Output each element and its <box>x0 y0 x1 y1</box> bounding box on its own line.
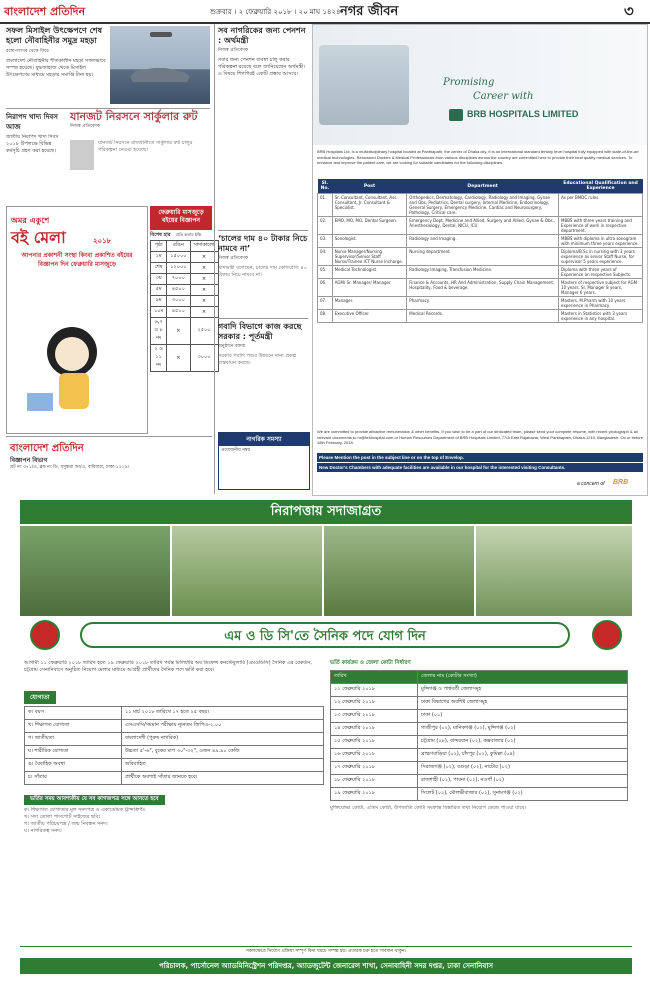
fair-footer-dept: বিজ্ঞাপন বিভাগ <box>10 457 48 464</box>
table-row: ১২ ফেব্রুয়ারি ২০১৮ ঢাকা বিভাগের অবশিষ্ট জেলাসমূহ <box>331 697 628 710</box>
brb-banner <box>313 25 647 145</box>
page-number: ৩ <box>624 2 634 20</box>
col-sl: Sl. No. <box>318 179 333 194</box>
table-row: 06. AGM/ Sr. Manager/ Manager. Finance & Accounts, HR And Administration, Supply Chain Management, Hospitality, Food & beverage. Masters of respective subject for AGM 10 years, Sr. Manager 8 years, Manager 6 years. <box>318 279 643 297</box>
army-intro: আগামী ১১ ফেব্রুয়ারি ২০১৮ তারিখ হতে ১৯ ফেব্রুয়ারি ২০১৮ তারিখ পর্যন্ত মিলিটারি অব ডিফেন্স কনস্টেবুলারি (এমওডিসি) সৈনিক এর রেকর্ডস, চট্টগ্রাম সেনানিবাসে অনুষ্ঠিত নিয়োগ মেলার মাধ্যমে আগ্রহী প্রার্থীদের সৈনিক পদে ভর্তি করা হবে। <box>24 660 312 673</box>
brb-job-table <box>317 179 643 323</box>
fair-footer <box>6 436 212 487</box>
brb-concern-label: a concern of <box>577 481 605 487</box>
col-department: Department <box>407 179 559 194</box>
helpline-subtitle: প্রয়োজনীয় নম্বর <box>221 448 251 453</box>
brb-concern-brand: BRB <box>613 479 629 486</box>
table-row: 01. Sr. Consultant, Consultant, Ass. Consultant, Jr. Consultant & Specialist. Orthopedics, Dermatology, Cardiology, Radiology and Imaging, Gynae and Obs, Pediatrics, Dental surgery, Internal Medicine, Endocrinology, General Surgery, Emergency Medicine, Cardiac and Neurosurgery, Pathology, Critical care. As per BMDC rules. <box>318 194 643 217</box>
army-emblem-icon <box>30 620 60 650</box>
fair-ad-title: ফেব্রুয়ারি মাসজুড়ে বইয়ের বিজ্ঞাপন <box>150 206 212 230</box>
table-row: ১১ ফেব্রুয়ারি ২০১৮ মুন্সিগঞ্জ ও পার্শ্ববর্তী জেলাসমূহ <box>331 684 628 697</box>
soldiers-photo-1 <box>20 526 170 616</box>
handshake-photo-icon <box>319 45 409 125</box>
navy-ship-photo <box>110 26 210 104</box>
army-emblem-icon <box>592 620 622 650</box>
table-row: ১৪ ফেব্রুয়ারি ২০১৮ গাজীপুর (০২), মানিকগঞ্জ (০২), মুন্সিগঞ্জ (০২) <box>331 723 628 736</box>
brb-career: Career with <box>473 91 534 102</box>
circular-route-body: যানজট নিরসনে রাজধানীতে সার্কুলার রুট চালুর পরিকল্পনা নেওয়া হয়েছে। <box>98 140 193 153</box>
books-stack-icon <box>27 393 53 411</box>
rice-headline: ‘চালের দাম ৪০ টাকার নিচে নামবে না’ <box>218 234 308 253</box>
col-districts: জেলার নাম (কোটার সংখ্যা) <box>418 671 628 684</box>
navy-headline: সফল মিসাইল উৎক্ষেপণে শেষ হলো নৌবাহিনীর সমুদ্র মহড়া <box>6 26 102 45</box>
req-table <box>24 706 324 785</box>
brb-intro: BRB Hospitals Ltd. is a multidisciplinary hospital located at Panthapath, the center of Dhaka city. It is an international standard tertiary level hospital fully equipped with state-of-the-art medical technologies. Renowned Doctors & Medical Professionals from various disciplines across the country are committed here to provide their best quality medical services. To enhance and improve the patient care, we are looking for suitable candidates for the following disciplines. <box>317 149 639 165</box>
fair-year: ২০১৮ <box>93 237 112 245</box>
table-row: ১৩ ফেব্রুয়ারি ২০১৮ ঢাকা (০১) <box>331 710 628 723</box>
section-title: নগর জীবন <box>340 4 399 19</box>
rice-body: খাদ্যমন্ত্রী বলেছেন, চালের দাম কেজিপ্রতি ৪০ টাকার নিচে নামবে না। <box>218 265 307 278</box>
table-row: ১৭ ফেব্রুয়ারি ২০১৮ সিরাজগঞ্জ (০২), বগুড়া (০২), নাটোর (০২) <box>331 762 628 775</box>
table-row: চ। সাঁতার প্রার্থীকে অবশ্যই সাঁতার জানতে হবে। <box>25 772 324 785</box>
table-row: 03. Sonologist. Radiology and Imaging. MBBS with diploma in ultra sonogram with minimum three years experience. <box>318 235 643 248</box>
army-ad-title: এম ও ডি সি'তে সৈনিক পদে যোগ দিন <box>80 622 570 648</box>
table-row: গ। জাতীয়তা বাংলাদেশী (পুরুষ নাগরিক) <box>25 733 324 746</box>
soldiers-photo-2 <box>172 526 322 616</box>
army-schedule <box>330 660 628 845</box>
col-page: পৃষ্ঠা <box>151 241 167 252</box>
ship-icon <box>130 68 190 82</box>
army-title-bar <box>20 618 632 654</box>
rice-byline: নিজস্ব প্রতিবেদক <box>218 256 249 261</box>
fair-rate-table <box>150 240 219 372</box>
table-row: ৯ম ৩০০০ × <box>151 296 219 307</box>
pension-body: সবার জন্য পেনশন ব্যবস্থা চালু করার পরিকল্পনা রয়েছে বলে জানিয়েছেন অর্থমন্ত্রী। এ বিষয়ে শিগগিরই একটি প্রস্তাব আসবে। <box>218 57 306 77</box>
req-title: যোগ্যতা <box>24 691 56 704</box>
brb-footer: We are committed to provide attractive remuneration & other benefits. If you wish to be a part of our dedicated team, please send your complete resume, with recent photograph & all relevant documents to hr@brbhospital.com or Human Resources Department of BRB Hospitals Limited, 77/A East Rajabazar, West Panthapath, Dhaka-1215, Bangladesh. On or before 18th February, 2018. <box>317 429 643 445</box>
table-row: ২ ও ১১ নং × ৩০০০ <box>151 345 219 372</box>
fair-brand-big: বই মেলা <box>11 228 66 247</box>
paper-name: বাংলাদেশ প্রতিদিন <box>4 5 86 18</box>
table-row: ৬,৭ ও ৮ নং × ২৫০০ <box>151 318 219 345</box>
livestock-headline: গবাদি বিভাগে কাজ করছে সরকার : পূর্তমন্ত্রী <box>218 322 302 341</box>
army-footer: পরিচালক, পার্সোনেল অ্যাডমিনিস্ট্রেশন পরিদপ্তর, অ্যাডজুটেন্ট জেনারেল শাখা, সেনাবাহিনী সদর দপ্তর, ঢাকা সেনানিবাস <box>20 958 632 974</box>
army-requirements <box>24 684 324 897</box>
soldiers-photo-4 <box>476 526 632 616</box>
table-row: ৩য় ৭০০০ × <box>151 274 219 285</box>
brb-company: BRB HOSPITALS LIMITED <box>467 109 579 119</box>
table-row: খ। শিক্ষাগত যোগ্যতা এসএসসি/সমমান পরীক্ষায় ন্যূনতম জিপিএ-২.০০ <box>25 720 324 733</box>
table-row: ১৫ ফেব্রুয়ারি ২০১৮ চট্টগ্রাম (০৮), বান্দরবান (০২), কক্সবাজার (০২) <box>331 736 628 749</box>
circular-route-story <box>70 110 210 153</box>
table-row: ১৮ ফেব্রুয়ারি ২০১৮ রাজশাহী (০২), পাবনা (০২), নওগাঁ (০২) <box>331 775 628 788</box>
table-row: ১০ম ৪৫০০ × <box>151 307 219 318</box>
brb-promising: Promising <box>443 77 495 88</box>
schedule-table <box>330 670 628 801</box>
navy-body: বাংলাদেশ নৌবাহিনীর শীতকালীন মহড়া সফলভাবে সম্পন্ন হয়েছে। যুদ্ধজাহাজ থেকে মিসাইল উৎক্ষেপণের মাধ্যমে মহড়ার সমাপ্তি টানা হয়। <box>6 58 106 78</box>
helicopter-icon <box>150 32 172 37</box>
docs-list: ক। শিক্ষাগত যোগ্যতার মূল সনদপত্র ও একাডেমিক ট্রান্সক্রিপ্ট। খ। সদ্য তোলা পাসপোর্ট সাইজের ছবি। গ। জাতীয় পরিচয়পত্র / জন্ম নিবন্ধন সনদ। ঘ। নাগরিকত্ব সনদ। <box>24 807 146 834</box>
col-date: তারিখ <box>331 671 418 684</box>
livestock-byline: অনুষ্ঠানে বক্তব্য <box>218 344 246 349</box>
pension-byline: নিজস্ব প্রতিবেদক <box>218 48 249 53</box>
brb-note-chambers: New Doctor's Chambers with adequate facilities are available in our hospital for the interested visiting Consultants. <box>317 463 643 472</box>
table-row: ক। বয়স ১১ মার্চ ২০১৮ তারিখে ১৭ হতে ২৫ বছর। <box>25 707 324 720</box>
rice-story <box>218 234 308 325</box>
table-row: 02. EMO, MO, MO, Dental Surgeon. Emergency Dept. Medicine and Allied, Surgery and Allied, Gynae & Obs., Anesthesiology, Dental, NICU, ICU. MBBS with three years training and Experience of work in respective department. <box>318 217 643 235</box>
helpline-title: নাগরিক সমস্যা <box>219 433 309 446</box>
pension-headline: সব নাগরিকের জন্য পেনশন : অর্থমন্ত্রী <box>218 26 306 45</box>
page-header <box>0 0 650 24</box>
per-column-inch: প্রতি কলাম ইঞ্চি <box>176 232 202 237</box>
circular-route-headline: যানজট নিরসনে সার্কুলার রুট <box>70 110 198 123</box>
helpline-box <box>218 432 310 490</box>
soldiers-photo-3 <box>324 526 474 616</box>
col-bw: সাদাকালো <box>190 241 218 252</box>
brb-note-envelope: Please Mention the post in the subject line or on the top of Envelop. <box>317 453 643 462</box>
fair-brand-line: অমর একুশে <box>11 216 50 225</box>
livestock-body: সরকার গবাদি পশুর উন্নয়নে নানা প্রকল্প বাস্তবায়ন করছে। <box>218 353 297 366</box>
col-qualification: Educational Qualification and Experience <box>559 179 643 194</box>
fair-footer-address: প্লট নং ৩৭১/এ, ব্লক নং ডি, বসুন্ধরা আ/এ, বারিধারা, ঢাকা-১২২৯। <box>10 465 130 470</box>
minister-photo <box>70 140 94 170</box>
fair-footer-name: বাংলাদেশ প্রতিদিন <box>10 443 84 454</box>
army-footer-note: সকলক্ষেত্রে নিয়োগ প্রক্রিয়া সম্পূর্ণ বিনা খরচে সম্পন্ন হয়। প্রতারক চক্র হতে সাবধান থাকুন। <box>20 946 632 956</box>
special-rate-label: বিশেষ হার <box>150 232 171 238</box>
table-row: 07. Manager. Pharmacy. Masters, M.Pharm with 10 years experience in Pharmacy. <box>318 297 643 310</box>
circular-route-byline: নিজস্ব প্রতিবেদক <box>70 124 101 129</box>
army-banner: নিরাপত্তায় সদাজাগ্রত <box>20 500 632 524</box>
col-post: Post <box>332 179 407 194</box>
sched-title: ভর্তি কার্যক্রম ও জেলা কোটা নির্ধারণ <box>330 660 411 666</box>
docs-title: ভর্তির সময় আবশ্যকীয় যে সব কাগজপত্র সঙ্গে আনতে হবে <box>24 795 165 805</box>
brb-logo-icon <box>449 109 463 121</box>
book-fair-ad <box>6 206 148 434</box>
navy-story <box>6 26 106 112</box>
food-day-body: জাতীয় নিরাপদ খাদ্য দিবস ২০১৮ উপলক্ষে বিভিন্ন কর্মসূচি গ্রহণ করা হয়েছে। <box>6 134 59 154</box>
table-row: 04. Nurse Manager/Nursing Supervisor/Senior Staff Nurse/Trainee ICT Nurse Incharge. Nursing department. Diploma/B.Sc in nursing with 3 years experience as senior Staff Nurse, for supervisor 5 years experience. <box>318 248 643 266</box>
issue-date: শুক্রবার । ২ ফেব্রুয়ারি ২০১৮ । ২০ মাঘ ১৪২৪ <box>210 8 341 16</box>
table-row: ১ম ১৫০০০ × <box>151 252 219 263</box>
table-row: ১৯ ফেব্রুয়ারি ২০১৮ সিলেট (০২), মৌলভীবাজার (০২), সুনামগঞ্জ (০২) <box>331 788 628 801</box>
schedule-notes: মুক্তিযোদ্ধা কোটা, এতিম কোটা, উপজাতি কোটা সংক্রান্ত বিস্তারিত তথ্য নিয়োগ কেন্দ্রে পাওয়া যাবে। <box>330 805 527 811</box>
fair-rate-panel <box>150 206 215 432</box>
table-row: ঘ। শারীরিক যোগ্যতা উচ্চতা ৫'-৬", বুকের মাপ ৩০"-৩২", ওজন ৪৯.৯০ কেজি <box>25 746 324 759</box>
food-day-headline: নিরাপদ খাদ্য দিবস আজ <box>6 113 58 131</box>
pension-story <box>218 26 308 247</box>
livestock-story <box>218 322 308 433</box>
table-row: 05. Medical Technologist. Radiology Imaging, Transfusion Medicine. Diploma with three years of Experience on respective Subjects. <box>318 266 643 279</box>
table-row: শেষ ১২০০০ × <box>151 263 219 274</box>
col-color: রঙিন <box>167 241 190 252</box>
army-photo-strip <box>20 526 632 616</box>
table-row: ৫ম ৪৫০০ × <box>151 285 219 296</box>
table-row: ঙ। বৈবাহিক অবস্থা অবিবাহিত <box>25 759 324 772</box>
fair-tagline: আপনার প্রকাশনী সংস্থা কিংবা প্রকাশিত বইয়ের বিজ্ঞাপন দিন ফেব্রুয়ারি মাসজুড়ে <box>21 252 133 268</box>
table-row: ১৬ ফেব্রুয়ারি ২০১৮ ব্রাহ্মণবাড়িয়া (০২), চাঁদপুর (০২), কুমিল্লা (০৪) <box>331 749 628 762</box>
brb-hospital-ad <box>312 24 648 496</box>
navy-byline: বঙ্গোপসাগর থেকে ফিরে <box>6 49 49 54</box>
table-row: 08. Executive Officer. Medical Records. Masters in Statistics with 3 years experience in any hospital. <box>318 310 643 323</box>
